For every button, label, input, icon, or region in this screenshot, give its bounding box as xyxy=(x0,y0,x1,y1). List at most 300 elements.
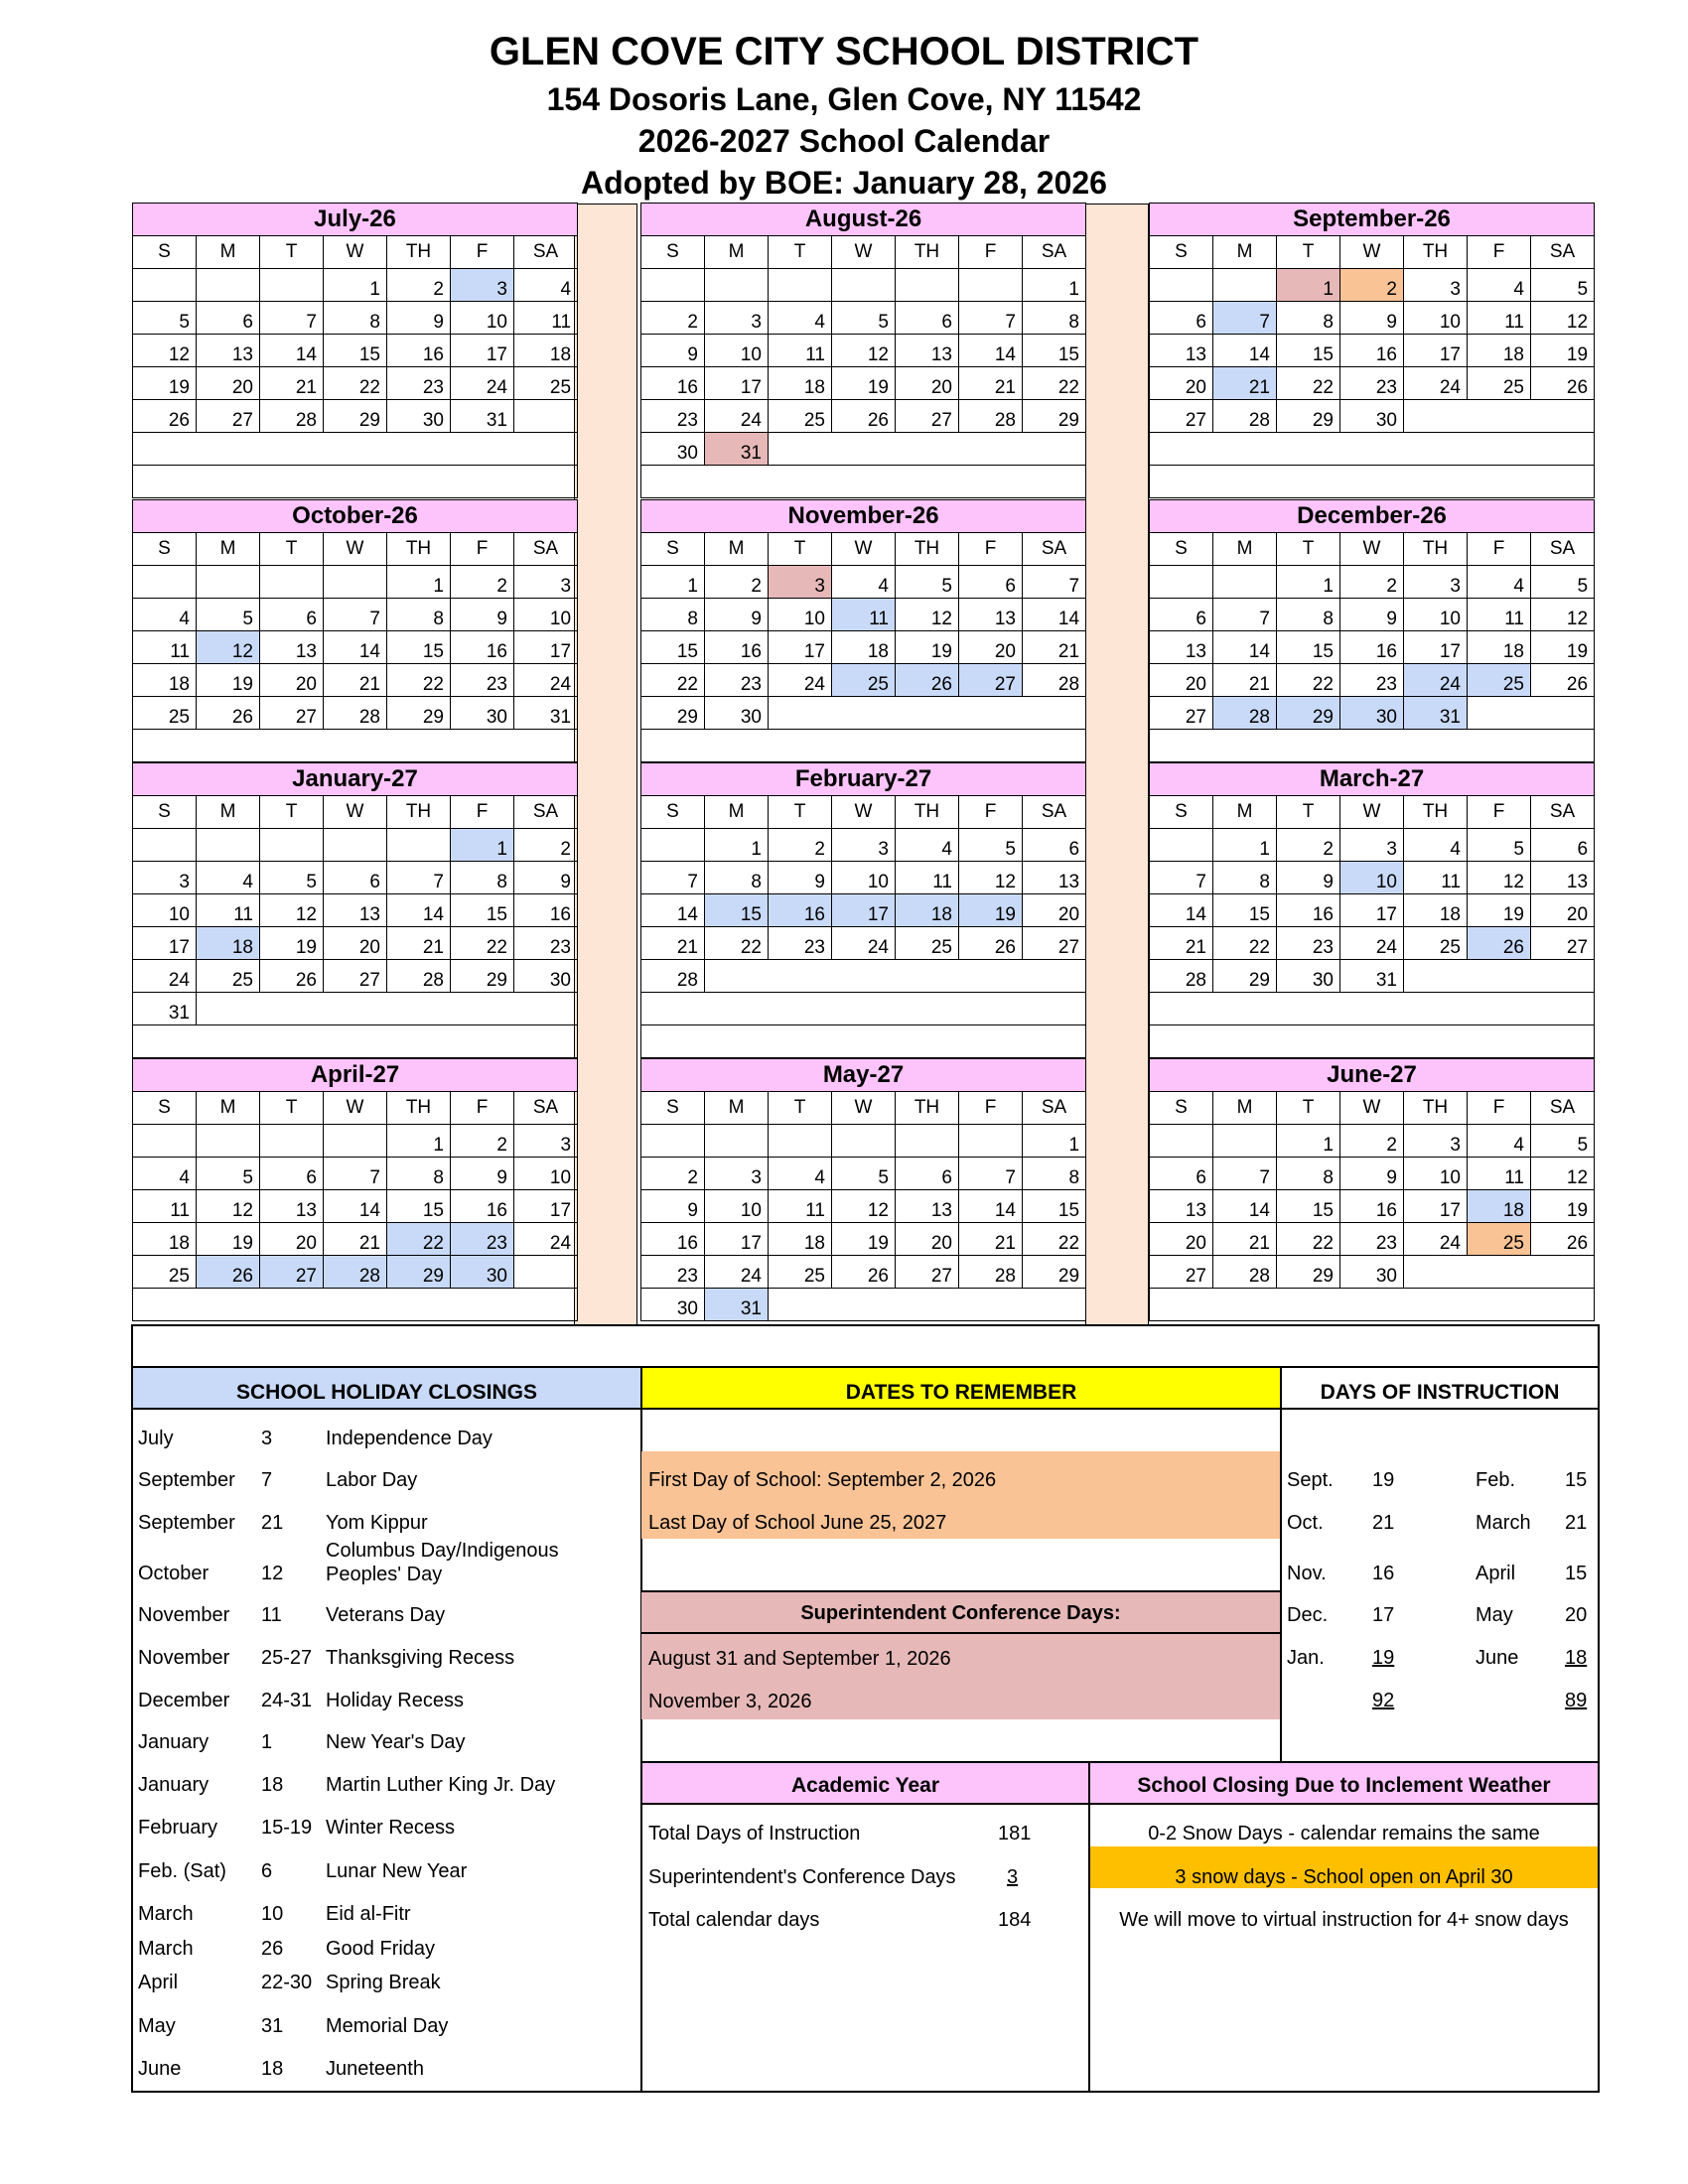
day-cell: 17 xyxy=(769,631,832,664)
empty-day-cell xyxy=(133,566,197,599)
day-cell: 24 xyxy=(1340,927,1404,960)
holiday-day: 3 xyxy=(261,1428,273,1449)
weekday-label: TH xyxy=(387,796,451,829)
empty-row xyxy=(1150,1289,1595,1321)
day-cell: 2 xyxy=(387,269,451,302)
empty-row xyxy=(641,466,1086,498)
empty-day-cell xyxy=(260,566,324,599)
day-cell: 26 xyxy=(1531,664,1595,697)
adopted-date: Adopted by BOE: January 28, 2026 xyxy=(581,165,1107,201)
holiday-month: July xyxy=(138,1428,174,1449)
day-cell: 4 xyxy=(514,269,578,302)
day-cell: 27 xyxy=(1150,697,1213,730)
day-cell: 26 xyxy=(197,697,260,730)
weekday-label: S xyxy=(1150,533,1213,566)
day-cell: 23 xyxy=(387,367,451,400)
instruction-days: 20 xyxy=(1565,1604,1588,1626)
day-cell: 21 xyxy=(1213,1223,1277,1256)
empty-day-cell xyxy=(197,993,578,1025)
holiday-month: February xyxy=(138,1817,218,1839)
day-cell: 7 xyxy=(959,1158,1023,1190)
day-cell: 16 xyxy=(1340,1190,1404,1223)
weekday-label: SA xyxy=(514,236,578,269)
weather-line-2: 3 snow days - School open on April 30 xyxy=(1175,1866,1513,1888)
holiday-day: 25-27 xyxy=(261,1647,313,1669)
holiday-month: January xyxy=(138,1774,210,1796)
instruction-month: Oct. xyxy=(1287,1512,1324,1534)
day-cell: 23 xyxy=(451,1223,514,1256)
day-cell: 11 xyxy=(514,302,578,335)
weekday-label: M xyxy=(197,1092,260,1125)
day-cell: 22 xyxy=(1023,367,1086,400)
day-cell: 3 xyxy=(133,862,197,894)
day-cell: 5 xyxy=(1531,566,1595,599)
day-cell: 23 xyxy=(1340,1223,1404,1256)
day-cell: 10 xyxy=(832,862,896,894)
day-cell: 30 xyxy=(641,433,705,466)
weekday-label: T xyxy=(769,236,832,269)
day-cell: 28 xyxy=(959,400,1023,433)
day-cell: 18 xyxy=(197,927,260,960)
day-cell: 19 xyxy=(260,927,324,960)
month-march-27 xyxy=(1149,762,1595,1058)
empty-day-cell xyxy=(896,1125,959,1158)
day-cell: 14 xyxy=(260,335,324,367)
holiday-name: Spring Break xyxy=(326,1972,441,1993)
month-title: May-27 xyxy=(641,1059,1086,1092)
day-cell: 16 xyxy=(641,1223,705,1256)
day-cell: 25 xyxy=(769,400,832,433)
academic-year-header: Academic Year xyxy=(640,1761,1090,1805)
day-cell: 1 xyxy=(1277,1125,1340,1158)
day-cell: 8 xyxy=(1277,599,1340,631)
day-cell: 16 xyxy=(705,631,769,664)
weekday-label: SA xyxy=(1023,1092,1086,1125)
month-june-27 xyxy=(1149,1058,1595,1321)
day-cell: 25 xyxy=(832,664,896,697)
empty-day-cell xyxy=(260,1125,324,1158)
day-cell: 18 xyxy=(514,335,578,367)
weekday-label: S xyxy=(641,796,705,829)
day-cell: 10 xyxy=(514,599,578,631)
day-cell: 14 xyxy=(1213,631,1277,664)
day-cell: 7 xyxy=(1213,302,1277,335)
day-cell: 24 xyxy=(451,367,514,400)
day-cell: 17 xyxy=(705,367,769,400)
day-cell: 24 xyxy=(705,400,769,433)
day-cell: 1 xyxy=(705,829,769,862)
day-cell: 12 xyxy=(133,335,197,367)
day-cell: 16 xyxy=(387,335,451,367)
weekday-label: SA xyxy=(514,796,578,829)
day-cell: 11 xyxy=(769,335,832,367)
weekday-label: F xyxy=(959,796,1023,829)
empty-row xyxy=(133,433,578,466)
day-cell: 8 xyxy=(1023,302,1086,335)
day-cell: 2 xyxy=(514,829,578,862)
day-cell: 10 xyxy=(1340,862,1404,894)
day-cell: 25 xyxy=(133,1256,197,1289)
empty-day-cell xyxy=(324,829,387,862)
holiday-day: 15-19 xyxy=(261,1817,313,1839)
instruction-month: May xyxy=(1476,1604,1513,1626)
weekday-label: T xyxy=(1277,533,1340,566)
weekday-label: T xyxy=(260,1092,324,1125)
empty-row xyxy=(133,1025,578,1058)
day-cell: 29 xyxy=(387,697,451,730)
day-cell: 9 xyxy=(1277,862,1340,894)
month-april-27 xyxy=(132,1058,578,1321)
day-cell: 8 xyxy=(324,302,387,335)
day-cell: 6 xyxy=(1531,829,1595,862)
empty-row xyxy=(1150,466,1595,498)
day-cell: 4 xyxy=(1468,269,1531,302)
day-cell: 27 xyxy=(260,697,324,730)
day-cell: 1 xyxy=(324,269,387,302)
day-cell: 20 xyxy=(1150,664,1213,697)
weekday-label: T xyxy=(769,796,832,829)
empty-row xyxy=(133,1289,578,1321)
holiday-day: 6 xyxy=(261,1860,273,1882)
day-cell: 18 xyxy=(832,631,896,664)
weekday-label: M xyxy=(1213,533,1277,566)
weekday-label: M xyxy=(705,533,769,566)
holiday-day: 11 xyxy=(261,1604,282,1626)
day-cell: 27 xyxy=(1150,400,1213,433)
instruction-month: April xyxy=(1476,1563,1516,1584)
day-cell: 23 xyxy=(769,927,832,960)
day-cell: 5 xyxy=(959,829,1023,862)
weekday-label: S xyxy=(133,236,197,269)
day-cell: 8 xyxy=(387,1158,451,1190)
month-july-26 xyxy=(132,203,578,498)
day-cell: 2 xyxy=(1340,1125,1404,1158)
day-cell: 18 xyxy=(1404,894,1468,927)
weekday-label: M xyxy=(1213,236,1277,269)
empty-row xyxy=(1150,1025,1595,1058)
day-cell: 6 xyxy=(260,599,324,631)
weekday-label: T xyxy=(1277,1092,1340,1125)
day-cell: 9 xyxy=(769,862,832,894)
holiday-name: Veterans Day xyxy=(326,1604,446,1626)
day-cell: 11 xyxy=(1468,302,1531,335)
weekday-label: M xyxy=(705,236,769,269)
day-cell: 15 xyxy=(1023,335,1086,367)
day-cell: 21 xyxy=(387,927,451,960)
holiday-day: 24-31 xyxy=(261,1690,313,1711)
holiday-month: December xyxy=(138,1690,230,1711)
weekday-label: F xyxy=(959,1092,1023,1125)
empty-day-cell xyxy=(1213,566,1277,599)
day-cell: 6 xyxy=(260,1158,324,1190)
weekday-label: W xyxy=(1340,1092,1404,1125)
weekday-label: W xyxy=(1340,236,1404,269)
month-title: December-26 xyxy=(1150,500,1595,533)
day-cell: 15 xyxy=(387,1190,451,1223)
day-cell: 22 xyxy=(641,664,705,697)
day-cell: 22 xyxy=(1213,927,1277,960)
empty-day-cell xyxy=(197,269,260,302)
day-cell: 18 xyxy=(769,367,832,400)
holiday-closings-header: SCHOOL HOLIDAY CLOSINGS xyxy=(131,1366,642,1410)
day-cell: 8 xyxy=(451,862,514,894)
day-cell: 30 xyxy=(1340,1256,1404,1289)
day-cell: 28 xyxy=(260,400,324,433)
day-cell: 28 xyxy=(641,960,705,993)
day-cell: 5 xyxy=(1468,829,1531,862)
weekday-label: S xyxy=(1150,1092,1213,1125)
empty-day-cell xyxy=(133,269,197,302)
day-cell: 15 xyxy=(1277,631,1340,664)
day-cell: 1 xyxy=(1277,566,1340,599)
day-cell: 24 xyxy=(769,664,832,697)
day-cell: 7 xyxy=(1213,599,1277,631)
instruction-days: 19 xyxy=(1372,1647,1395,1669)
weekday-label: T xyxy=(260,796,324,829)
day-cell: 30 xyxy=(1277,960,1340,993)
weekday-label: T xyxy=(769,1092,832,1125)
empty-day-cell xyxy=(387,829,451,862)
empty-day-cell xyxy=(197,829,260,862)
day-cell: 1 xyxy=(641,566,705,599)
empty-day-cell xyxy=(1150,1125,1213,1158)
day-cell: 8 xyxy=(1023,1158,1086,1190)
weekday-label: M xyxy=(197,533,260,566)
day-cell: 27 xyxy=(896,400,959,433)
day-cell: 5 xyxy=(260,862,324,894)
divider-instruction xyxy=(1280,1366,1282,1763)
day-cell: 12 xyxy=(260,894,324,927)
day-cell: 3 xyxy=(705,302,769,335)
day-cell: 21 xyxy=(959,367,1023,400)
weekday-label: W xyxy=(324,1092,387,1125)
holiday-day: 22-30 xyxy=(261,1972,313,1993)
day-cell: 5 xyxy=(197,1158,260,1190)
weekday-label: M xyxy=(197,236,260,269)
holiday-name: Independence Day xyxy=(326,1428,492,1449)
day-cell: 16 xyxy=(1340,335,1404,367)
day-cell: 29 xyxy=(1277,697,1340,730)
dates-rule-1 xyxy=(641,1408,1280,1410)
day-cell: 20 xyxy=(260,664,324,697)
day-cell: 3 xyxy=(1404,1125,1468,1158)
day-cell: 27 xyxy=(260,1256,324,1289)
holiday-month: September xyxy=(138,1469,235,1491)
holiday-name: Juneteenth xyxy=(326,2058,424,2080)
day-cell: 18 xyxy=(1468,631,1531,664)
month-title: August-26 xyxy=(641,204,1086,236)
holiday-name: New Year's Day xyxy=(326,1731,466,1753)
first-day-text: First Day of School: September 2, 2026 xyxy=(648,1469,997,1491)
day-cell: 5 xyxy=(1531,269,1595,302)
day-cell: 25 xyxy=(133,697,197,730)
weather-line-3: We will move to virtual instruction for 4+ snow days xyxy=(1119,1909,1569,1931)
day-cell: 27 xyxy=(324,960,387,993)
holiday-name: Good Friday xyxy=(326,1938,436,1960)
day-cell: 23 xyxy=(641,1256,705,1289)
day-cell: 24 xyxy=(514,1223,578,1256)
day-cell: 14 xyxy=(1213,335,1277,367)
day-cell: 14 xyxy=(324,631,387,664)
day-cell: 4 xyxy=(896,829,959,862)
month-december-26 xyxy=(1149,499,1595,762)
day-cell: 13 xyxy=(260,1190,324,1223)
day-cell: 24 xyxy=(133,960,197,993)
day-cell: 17 xyxy=(1404,335,1468,367)
day-cell: 19 xyxy=(1531,335,1595,367)
empty-day-cell xyxy=(1404,960,1595,993)
day-cell: 29 xyxy=(451,960,514,993)
column-gap-left xyxy=(574,204,637,1325)
month-september-26 xyxy=(1149,203,1595,498)
holiday-day: 31 xyxy=(261,2015,284,2037)
day-cell: 28 xyxy=(324,697,387,730)
weekday-label: SA xyxy=(1023,236,1086,269)
day-cell: 15 xyxy=(1213,894,1277,927)
day-cell: 2 xyxy=(641,1158,705,1190)
day-cell: 28 xyxy=(1150,960,1213,993)
day-cell: 11 xyxy=(133,1190,197,1223)
day-cell: 18 xyxy=(1468,335,1531,367)
weekday-label: W xyxy=(1340,533,1404,566)
empty-day-cell xyxy=(769,697,1086,730)
empty-day-cell xyxy=(1213,1125,1277,1158)
day-cell: 8 xyxy=(1277,302,1340,335)
day-cell: 3 xyxy=(1404,269,1468,302)
weekday-label: TH xyxy=(1404,1092,1468,1125)
day-cell: 11 xyxy=(1404,862,1468,894)
day-cell: 9 xyxy=(641,1190,705,1223)
instruction-month: June xyxy=(1476,1647,1519,1669)
weekday-label: W xyxy=(324,236,387,269)
day-cell: 19 xyxy=(1531,631,1595,664)
dates-to-remember-header: DATES TO REMEMBER xyxy=(640,1366,1282,1410)
day-cell: 5 xyxy=(133,302,197,335)
month-title: September-26 xyxy=(1150,204,1595,236)
weekday-label: SA xyxy=(514,533,578,566)
weather-line-1: 0-2 Snow Days - calendar remains the same xyxy=(1148,1823,1540,1844)
empty-day-cell xyxy=(260,269,324,302)
day-cell: 22 xyxy=(1277,664,1340,697)
academic-row-2-label: Superintendent's Conference Days xyxy=(648,1866,956,1888)
day-cell: 30 xyxy=(451,697,514,730)
day-cell: 22 xyxy=(1023,1223,1086,1256)
day-cell: 17 xyxy=(133,927,197,960)
day-cell: 7 xyxy=(1023,566,1086,599)
day-cell: 1 xyxy=(387,566,451,599)
day-cell: 20 xyxy=(197,367,260,400)
day-cell: 13 xyxy=(324,894,387,927)
day-cell: 7 xyxy=(387,862,451,894)
weekday-label: S xyxy=(1150,236,1213,269)
weekday-label: W xyxy=(1340,796,1404,829)
day-cell: 7 xyxy=(260,302,324,335)
day-cell: 30 xyxy=(1340,697,1404,730)
day-cell: 17 xyxy=(514,1190,578,1223)
day-cell: 11 xyxy=(1468,599,1531,631)
day-cell: 8 xyxy=(705,862,769,894)
empty-day-cell xyxy=(514,400,578,433)
day-cell: 9 xyxy=(451,599,514,631)
day-cell: 12 xyxy=(1531,1158,1595,1190)
holiday-day: 18 xyxy=(261,2058,284,2080)
day-cell: 7 xyxy=(1213,1158,1277,1190)
holiday-name: Columbus Day/Indigenous Peoples' Day xyxy=(326,1540,559,1585)
day-cell: 14 xyxy=(1150,894,1213,927)
day-cell: 21 xyxy=(324,664,387,697)
instruction-month: Nov. xyxy=(1287,1563,1327,1584)
day-cell: 31 xyxy=(133,993,197,1025)
day-cell: 6 xyxy=(1023,829,1086,862)
day-cell: 8 xyxy=(1277,1158,1340,1190)
day-cell: 25 xyxy=(1468,1223,1531,1256)
day-cell: 3 xyxy=(1340,829,1404,862)
empty-day-cell xyxy=(705,269,769,302)
day-cell: 4 xyxy=(1468,566,1531,599)
day-cell: 11 xyxy=(133,631,197,664)
day-cell: 20 xyxy=(1150,1223,1213,1256)
day-cell: 26 xyxy=(197,1256,260,1289)
day-cell: 23 xyxy=(451,664,514,697)
day-cell: 7 xyxy=(959,302,1023,335)
day-cell: 26 xyxy=(1531,1223,1595,1256)
empty-day-cell xyxy=(705,1125,769,1158)
holiday-month: November xyxy=(138,1647,230,1669)
day-cell: 14 xyxy=(959,1190,1023,1223)
empty-day-cell xyxy=(769,433,1086,466)
day-cell: 16 xyxy=(769,894,832,927)
day-cell: 12 xyxy=(197,1190,260,1223)
day-cell: 28 xyxy=(1213,697,1277,730)
day-cell: 3 xyxy=(769,566,832,599)
day-cell: 15 xyxy=(1277,1190,1340,1223)
day-cell: 28 xyxy=(387,960,451,993)
day-cell: 6 xyxy=(1150,599,1213,631)
day-cell: 29 xyxy=(1277,400,1340,433)
empty-row xyxy=(133,730,578,762)
instruction-days: 21 xyxy=(1372,1512,1395,1534)
instruction-total-left: 92 xyxy=(1372,1690,1395,1711)
day-cell: 13 xyxy=(1023,862,1086,894)
day-cell: 15 xyxy=(641,631,705,664)
day-cell: 3 xyxy=(1404,566,1468,599)
day-cell: 26 xyxy=(1468,927,1531,960)
academic-row-1-label: Total Days of Instruction xyxy=(648,1823,861,1844)
day-cell: 14 xyxy=(959,335,1023,367)
weekday-label: S xyxy=(133,1092,197,1125)
day-cell: 17 xyxy=(514,631,578,664)
day-cell: 12 xyxy=(197,631,260,664)
day-cell: 16 xyxy=(1277,894,1340,927)
empty-day-cell xyxy=(641,269,705,302)
weekday-label: M xyxy=(1213,796,1277,829)
day-cell: 25 xyxy=(514,367,578,400)
day-cell: 24 xyxy=(1404,1223,1468,1256)
month-title: March-27 xyxy=(1150,763,1595,796)
day-cell: 12 xyxy=(1531,599,1595,631)
day-cell: 9 xyxy=(641,335,705,367)
day-cell: 13 xyxy=(896,335,959,367)
weekday-label: F xyxy=(451,236,514,269)
day-cell: 12 xyxy=(896,599,959,631)
day-cell: 19 xyxy=(832,367,896,400)
day-cell: 15 xyxy=(451,894,514,927)
day-cell: 4 xyxy=(133,1158,197,1190)
empty-row xyxy=(1150,433,1595,466)
day-cell: 2 xyxy=(705,566,769,599)
month-title: June-27 xyxy=(1150,1059,1595,1092)
weekday-label: TH xyxy=(1404,236,1468,269)
